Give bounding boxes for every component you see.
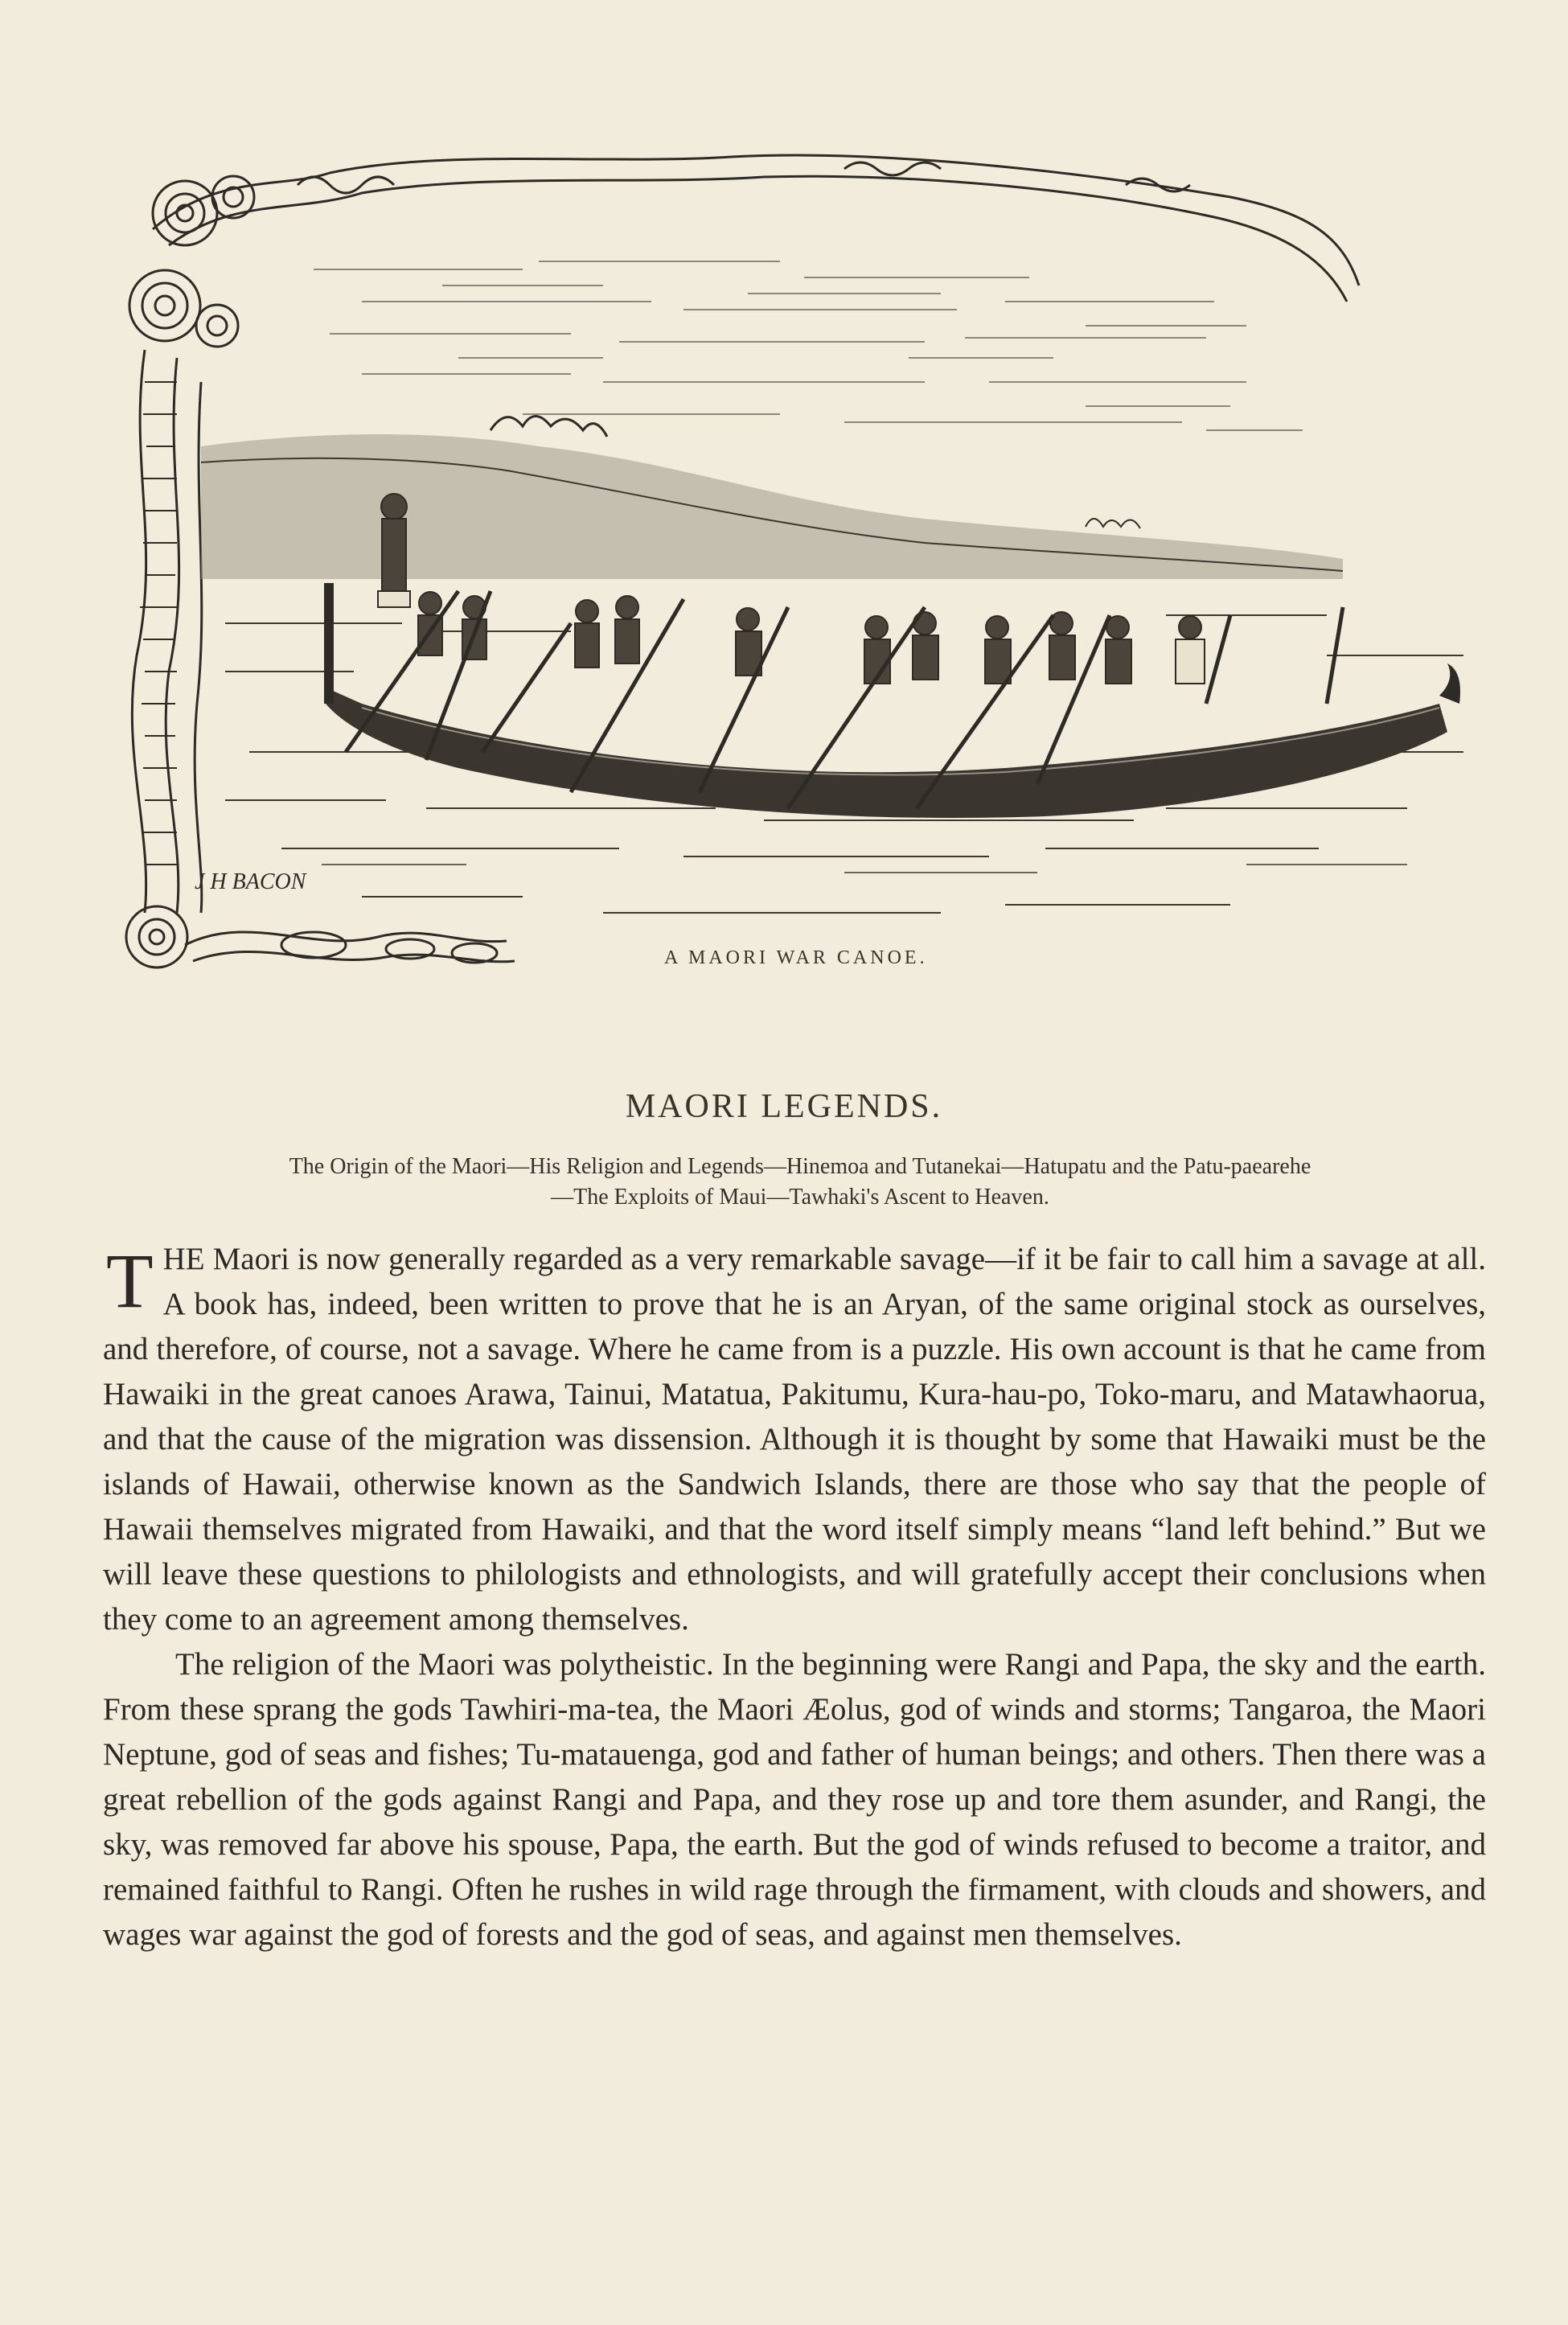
distant-shoreline bbox=[201, 417, 1343, 580]
figure-caption: A MAORI WAR CANOE. bbox=[664, 947, 928, 968]
chapter-title: MAORI LEGENDS. bbox=[625, 1088, 943, 1125]
drop-cap: T bbox=[106, 1238, 154, 1324]
ornamental-side-border bbox=[126, 350, 202, 967]
ornamental-bottom-scroll bbox=[185, 932, 515, 963]
summary-line: —The Exploits of Maui—Tawhaki's Ascent to Heaven. bbox=[551, 1185, 1049, 1210]
war-canoe-illustration bbox=[121, 141, 1463, 993]
sky-hatching bbox=[314, 261, 1303, 430]
chapter-summary bbox=[113, 1152, 1488, 1213]
artist-signature: J H BACON bbox=[195, 869, 306, 894]
paragraph bbox=[103, 1237, 1486, 1642]
paragraph-text: HE Maori is now generally regarded as a very remarkable savage—if it be fair to call him a savage at all. A book has, indeed, been written to prove that he is an Aryan, of the same original stock as ourselves, and therefore, of course, not a savage. Where he came from is a puzzle. His own account is that he came from Hawaiki in the great canoes Arawa, Tainui, Matatua, Pakitumu, Kura-hau-po, Toko-maru, and Matawhaorua, and that the cause of the migration was dissension. Although it is thought by some that Hawaiki must be the islands of Hawaii, otherwise known as the Sandwich Islands, there are those who say that the people of Hawaii themselves migrated from Hawaiki, and that the word itself simply means “land left behind.” But we will leave these questions to philologists and ethnologists, and will gratefully accept their conclusions when they come to an agreement among themselves. bbox=[103, 1242, 1486, 1637]
ornamental-scroll-border bbox=[129, 155, 1359, 347]
summary-line: The Origin of the Maori—His Religion and Legends—Hinemoa and Tutanekai—Hatupatu and the Patu-paearehe bbox=[289, 1154, 1311, 1179]
paragraph: The religion of the Maori was polytheistic. In the beginning were Rangi and Papa, the sky and the earth. From these sprang the gods Tawhiri-ma-tea, the Maori Æolus, god of winds and storms; Tangaroa, the Maori Neptune, god of seas and fishes; Tu-matauenga, god and father of human beings; and others. Then there was a great rebellion of the gods against Rangi and Papa, and they rose up and tore them asunder, and Rangi, the sky, was removed far above his spouse, Papa, the earth. But the god of winds refused to become a traitor, and remained faithful to Rangi. Often he rushes in wild rage through the firmament, with clouds and showers, and wages war against the god of forests and the god of seas, and against men themselves. bbox=[103, 1647, 1486, 1952]
canoe-hull bbox=[324, 583, 1460, 818]
chapter-body bbox=[103, 1237, 1486, 1957]
